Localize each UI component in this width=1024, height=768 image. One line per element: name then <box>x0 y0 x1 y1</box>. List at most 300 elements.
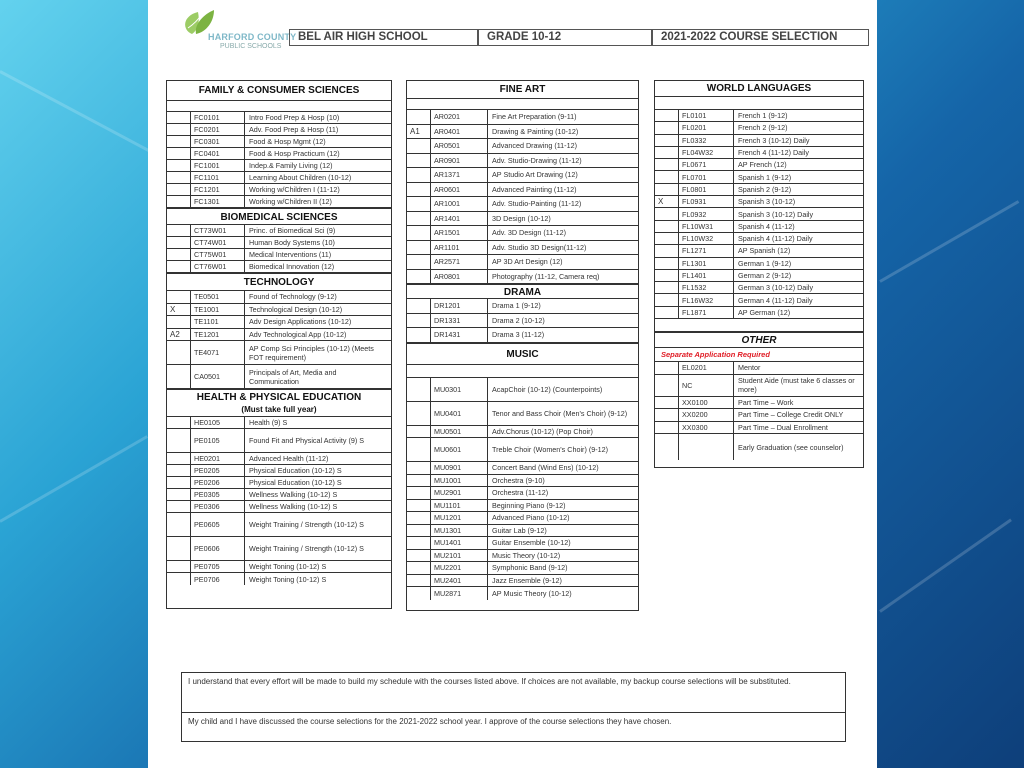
course-row[interactable] <box>407 212 638 227</box>
course-row[interactable] <box>167 537 391 561</box>
course-row[interactable] <box>167 112 391 124</box>
selection-mark[interactable] <box>167 136 191 147</box>
course-row[interactable] <box>167 136 391 148</box>
course-code: FC0301 <box>191 136 245 147</box>
selection-mark[interactable] <box>407 550 431 562</box>
course-row[interactable] <box>407 255 638 270</box>
selection-mark[interactable]: X <box>655 196 679 207</box>
course-selection-sheet <box>148 0 877 768</box>
course-name: Beginning Piano (9-12) <box>492 500 566 510</box>
selection-mark[interactable] <box>407 314 431 328</box>
course-row[interactable] <box>407 154 638 169</box>
selection-mark[interactable]: A2 <box>167 329 191 341</box>
course-name: AP Spanish (12) <box>738 246 791 256</box>
course-code: PE0706 <box>191 573 245 585</box>
course-row[interactable] <box>655 422 863 435</box>
selection-mark[interactable] <box>407 512 431 524</box>
selection-mark[interactable] <box>407 537 431 549</box>
selection-mark[interactable] <box>407 575 431 587</box>
course-name: Treble Choir (Women's Choir) (9-12) <box>492 445 609 454</box>
course-row[interactable] <box>167 184 391 196</box>
course-code: MU2901 <box>431 487 488 499</box>
district-logo <box>170 6 297 52</box>
selection-mark[interactable] <box>655 422 679 434</box>
selection-mark[interactable] <box>167 429 191 452</box>
course-row[interactable] <box>655 375 863 397</box>
course-row[interactable] <box>407 438 638 462</box>
selection-mark[interactable]: X <box>167 304 191 316</box>
course-row[interactable] <box>167 341 391 365</box>
course-code: FC1001 <box>191 160 245 171</box>
blank-row <box>407 99 638 110</box>
course-row[interactable] <box>407 562 638 575</box>
course-row[interactable] <box>655 307 863 319</box>
selection-mark[interactable] <box>167 249 191 260</box>
course-code: DR1431 <box>431 328 488 342</box>
selection-mark[interactable] <box>407 378 431 401</box>
course-row[interactable] <box>167 196 391 208</box>
selection-mark[interactable] <box>407 154 431 168</box>
selection-mark[interactable] <box>167 172 191 183</box>
course-row[interactable] <box>655 409 863 422</box>
course-row[interactable] <box>655 282 863 294</box>
selection-mark[interactable] <box>167 225 191 236</box>
course-row[interactable] <box>167 501 391 513</box>
course-name: Orchestra (11-12) <box>492 488 549 498</box>
course-row[interactable] <box>407 587 638 600</box>
course-name: German 4 (11-12) Daily <box>738 295 813 305</box>
course-code: PE0305 <box>191 489 245 500</box>
course-code: FL0801 <box>679 184 734 195</box>
selection-mark[interactable] <box>167 148 191 159</box>
course-code: XX0300 <box>679 422 734 434</box>
selection-mark[interactable] <box>407 402 431 425</box>
selection-mark[interactable] <box>655 147 679 158</box>
course-name: Adv. Food Prep & Hosp (11) <box>249 125 339 134</box>
selection-mark[interactable] <box>407 183 431 197</box>
selection-mark[interactable] <box>655 184 679 195</box>
selection-mark[interactable] <box>407 525 431 537</box>
course-name: Drama 1 (9-12) <box>492 301 541 311</box>
course-name: Food & Hosp Practicum (12) <box>249 149 340 158</box>
selection-mark[interactable] <box>655 282 679 293</box>
course-row[interactable] <box>407 402 638 426</box>
course-row[interactable] <box>655 245 863 257</box>
course-code: FC1101 <box>191 172 245 183</box>
blank-row <box>167 101 391 112</box>
course-row[interactable] <box>167 573 391 585</box>
selection-mark[interactable] <box>167 124 191 135</box>
course-row[interactable] <box>655 184 863 196</box>
course-name: Advanced Painting (11-12) <box>492 184 577 194</box>
course-code: AR0901 <box>431 154 488 168</box>
course-name: Intro Food Prep & Hosp (10) <box>249 113 340 122</box>
course-code: FC0201 <box>191 124 245 135</box>
course-code: CA0501 <box>191 365 245 388</box>
course-name: Found Fit and Physical Activity (9) S <box>249 436 365 445</box>
course-code: AR0401 <box>431 125 488 139</box>
course-name: Spanish 4 (11-12) Daily <box>738 234 813 244</box>
selection-mark[interactable] <box>407 299 431 313</box>
course-code: MU1001 <box>431 475 488 487</box>
course-name: Principals of Art, Media and Communication <box>249 367 337 386</box>
course-row[interactable] <box>655 362 863 375</box>
selection-mark[interactable] <box>655 258 679 269</box>
course-name: Symphonic Band (9-12) <box>492 563 568 573</box>
selection-mark[interactable] <box>407 462 431 474</box>
course-name: Spanish 1 (9-12) <box>738 172 792 182</box>
course-code: MU2401 <box>431 575 488 587</box>
course-code: FL1301 <box>679 258 734 269</box>
school-name: BEL AIR HIGH SCHOOL <box>289 29 478 46</box>
selection-mark[interactable] <box>407 226 431 240</box>
selection-mark[interactable] <box>407 212 431 226</box>
selection-mark[interactable] <box>407 475 431 487</box>
selection-mark[interactable] <box>167 196 191 207</box>
course-row[interactable] <box>167 304 391 317</box>
course-name: Photography (11-12, Camera req) <box>492 271 600 281</box>
selection-mark[interactable] <box>407 168 431 182</box>
selection-mark[interactable] <box>655 159 679 170</box>
selection-mark[interactable] <box>167 160 191 171</box>
course-name: AP German (12) <box>738 307 791 317</box>
course-name: Part Time – Dual Enrollment <box>738 422 828 432</box>
course-code: HE0105 <box>191 417 245 428</box>
course-row[interactable] <box>167 477 391 489</box>
column-arts <box>406 80 639 611</box>
selection-mark[interactable] <box>167 365 191 388</box>
blank-row <box>655 97 863 110</box>
course-name: Spanish 3 (10-12) Daily <box>738 209 814 219</box>
course-name: French 4 (11-12) Daily <box>738 148 809 158</box>
course-row[interactable] <box>407 183 638 198</box>
course-row[interactable] <box>655 434 863 460</box>
column-languages-other <box>654 80 864 468</box>
selection-mark[interactable] <box>655 208 679 219</box>
course-row[interactable] <box>407 139 638 154</box>
course-row[interactable] <box>407 575 638 588</box>
course-code: FL10W32 <box>679 233 734 244</box>
course-code: CT75W01 <box>191 249 245 260</box>
course-name: Wellness Walking (10-12) S <box>249 490 338 499</box>
selection-mark[interactable] <box>167 261 191 272</box>
selection-mark[interactable] <box>167 477 191 488</box>
selection-mark[interactable] <box>407 438 431 461</box>
course-name: Spanish 3 (10-12) <box>738 197 796 207</box>
course-row[interactable] <box>167 225 391 237</box>
course-name: German 1 (9-12) <box>738 258 792 268</box>
course-row[interactable] <box>407 475 638 488</box>
selection-mark[interactable] <box>407 255 431 269</box>
music-section-title: MUSIC <box>407 343 638 365</box>
course-code: FL1271 <box>679 245 734 256</box>
course-row[interactable] <box>167 365 391 389</box>
course-name: Drama 3 (11-12) <box>492 330 545 340</box>
selection-mark[interactable]: A1 <box>407 125 431 139</box>
course-row[interactable] <box>407 197 638 212</box>
course-code: MU2871 <box>431 587 488 600</box>
course-row[interactable] <box>167 249 391 261</box>
course-row[interactable] <box>167 237 391 249</box>
course-name: Indep.& Family Living (12) <box>249 161 333 170</box>
course-code: MU1401 <box>431 537 488 549</box>
course-name: Tenor and Bass Choir (Men's Choir) (9-12) <box>492 408 628 418</box>
course-row[interactable] <box>167 489 391 501</box>
course-row[interactable] <box>167 160 391 172</box>
course-row[interactable] <box>655 196 863 208</box>
course-code: PE0105 <box>191 429 245 452</box>
course-row[interactable] <box>167 172 391 184</box>
course-row[interactable] <box>655 270 863 282</box>
course-row[interactable] <box>655 233 863 245</box>
selection-mark[interactable] <box>655 135 679 146</box>
parent-approval-statement: My child and I have discussed the course selections for the 2021-2022 school year. I approve of the course selections they have chosen. <box>181 712 846 742</box>
course-code: CT76W01 <box>191 261 245 272</box>
course-row[interactable] <box>167 417 391 429</box>
course-code: CT74W01 <box>191 237 245 248</box>
course-name: Working w/Children I (11-12) <box>249 185 340 194</box>
course-name: Guitar Lab (9-12) <box>492 525 547 535</box>
selection-mark[interactable] <box>407 139 431 153</box>
column-family-health <box>166 80 392 609</box>
selection-mark[interactable] <box>407 500 431 512</box>
course-name: AcapChoir (10-12) (Counterpoints) <box>492 384 603 394</box>
selection-mark[interactable] <box>655 397 679 409</box>
course-name: Biomedical Innovation (12) <box>249 262 335 271</box>
selection-mark[interactable] <box>167 417 191 428</box>
course-name: Weight Training / Strength (10-12) S <box>249 520 364 529</box>
fineart-section-title: FINE ART <box>407 81 638 99</box>
backup-course-acknowledgement: I understand that every effort will be made to build my schedule with the courses listed above. If choices are not available, my backup course selections will be substituted. <box>181 672 846 713</box>
course-row[interactable] <box>407 299 638 314</box>
course-code: FL10W31 <box>679 221 734 232</box>
course-name: French 3 (10-12) Daily <box>738 135 810 145</box>
logo-line1: HARFORD COUNTY <box>208 32 297 42</box>
selection-mark[interactable] <box>655 434 679 460</box>
course-row[interactable] <box>407 426 638 439</box>
course-name: Adv.Chorus (10-12) (Pop Choir) <box>492 426 593 436</box>
technology-section-title: TECHNOLOGY <box>167 273 391 291</box>
course-name: German 2 (9-12) <box>738 271 792 280</box>
selection-mark[interactable] <box>167 537 191 560</box>
course-code: MU0301 <box>431 378 488 401</box>
course-code: XX0200 <box>679 409 734 421</box>
course-row[interactable] <box>407 270 638 285</box>
course-name: Princ. of Biomedical Sci (9) <box>249 226 336 235</box>
course-name: German 3 (10-12) Daily <box>738 283 814 293</box>
selection-mark[interactable] <box>167 573 191 585</box>
course-name: Orchestra (9-10) <box>492 475 545 485</box>
course-code: AR1501 <box>431 226 488 240</box>
family-section-title: FAMILY & CONSUMER SCIENCES <box>167 81 391 101</box>
course-name: Part Time – Work <box>738 397 794 407</box>
course-row[interactable] <box>167 124 391 136</box>
course-code: MU2201 <box>431 562 488 574</box>
selection-mark[interactable] <box>407 270 431 284</box>
course-row[interactable] <box>167 561 391 573</box>
course-code: AR1401 <box>431 212 488 226</box>
course-row[interactable] <box>407 125 638 140</box>
course-selection-year: 2021-2022 COURSE SELECTION <box>652 29 869 46</box>
course-code: MU1101 <box>431 500 488 512</box>
course-row[interactable] <box>655 135 863 147</box>
selection-mark[interactable] <box>655 233 679 244</box>
course-code: FL1871 <box>679 307 734 318</box>
selection-mark[interactable] <box>167 489 191 500</box>
course-row[interactable] <box>407 378 638 402</box>
course-row[interactable] <box>407 314 638 329</box>
course-name: Early Graduation (see counselor) <box>738 442 844 452</box>
grade-range: GRADE 10-12 <box>478 29 652 46</box>
course-row[interactable] <box>407 168 638 183</box>
course-name: Adv. Studio-Drawing (11-12) <box>492 155 582 165</box>
course-row[interactable] <box>407 500 638 513</box>
selection-mark[interactable] <box>407 587 431 600</box>
column-1-content <box>167 81 391 585</box>
course-row[interactable] <box>407 226 638 241</box>
selection-mark[interactable] <box>655 409 679 421</box>
selection-mark[interactable] <box>407 487 431 499</box>
course-row[interactable] <box>167 261 391 273</box>
selection-mark[interactable] <box>167 501 191 512</box>
course-name: French 1 (9-12) <box>738 111 788 121</box>
course-code: FC1301 <box>191 196 245 207</box>
selection-mark[interactable] <box>407 110 431 124</box>
selection-mark[interactable] <box>167 112 191 123</box>
course-name: Adv. Studio 3D Design(11-12) <box>492 242 587 252</box>
course-row[interactable] <box>655 294 863 306</box>
course-row[interactable] <box>167 329 391 342</box>
selection-mark[interactable] <box>655 307 679 318</box>
selection-mark[interactable] <box>407 241 431 255</box>
selection-mark[interactable] <box>655 110 679 121</box>
course-row[interactable] <box>167 453 391 465</box>
course-name: Health (9) S <box>249 418 288 427</box>
course-row[interactable] <box>407 512 638 525</box>
course-row[interactable] <box>407 550 638 563</box>
selection-mark[interactable] <box>407 197 431 211</box>
course-code: NC <box>679 375 734 396</box>
selection-mark[interactable] <box>167 291 191 303</box>
course-code: FC1201 <box>191 184 245 195</box>
course-code: TE1001 <box>191 304 245 316</box>
selection-mark[interactable] <box>167 465 191 476</box>
selection-mark[interactable] <box>407 328 431 342</box>
course-name: Found of Technology (9-12) <box>249 292 337 302</box>
selection-mark[interactable] <box>655 294 679 305</box>
course-row[interactable] <box>655 147 863 159</box>
course-row[interactable] <box>655 159 863 171</box>
selection-mark[interactable] <box>167 184 191 195</box>
course-row[interactable] <box>655 110 863 122</box>
course-code: DR1331 <box>431 314 488 328</box>
selection-mark[interactable] <box>655 122 679 133</box>
course-row[interactable] <box>167 513 391 537</box>
selection-mark[interactable] <box>167 513 191 536</box>
course-name: Advanced Drawing (11-12) <box>492 141 577 151</box>
course-name: AP Studio Art Drawing (12) <box>492 170 578 180</box>
course-row[interactable] <box>655 208 863 220</box>
course-code: AR2571 <box>431 255 488 269</box>
course-row[interactable] <box>655 122 863 134</box>
selection-mark[interactable] <box>167 237 191 248</box>
selection-mark[interactable] <box>407 426 431 438</box>
course-row[interactable] <box>167 291 391 304</box>
course-code: MU0901 <box>431 462 488 474</box>
course-row[interactable] <box>407 537 638 550</box>
course-name: Drama 2 (10-12) <box>492 315 545 325</box>
column-3-content <box>655 81 863 460</box>
course-code: FL1401 <box>679 270 734 281</box>
course-code: CT73W01 <box>191 225 245 236</box>
selection-mark[interactable] <box>655 270 679 281</box>
course-code: EL0201 <box>679 362 734 374</box>
biomed-section-title: BIOMEDICAL SCIENCES <box>167 208 391 225</box>
course-row[interactable] <box>407 525 638 538</box>
selection-mark[interactable] <box>655 375 679 396</box>
course-code: PE0205 <box>191 465 245 476</box>
selection-mark[interactable] <box>407 562 431 574</box>
selection-mark[interactable] <box>655 245 679 256</box>
course-name: Adv. Studio-Painting (11-12) <box>492 199 582 209</box>
selection-mark[interactable] <box>655 362 679 374</box>
course-code: AR0501 <box>431 139 488 153</box>
course-name: AP Comp Sci Principles (10-12) (Meets FOT requirement) <box>249 343 374 362</box>
course-name: Jazz Ensemble (9-12) <box>492 575 562 585</box>
course-code: AR0201 <box>431 110 488 124</box>
course-name: Working w/Children II (12) <box>249 197 332 206</box>
selection-mark[interactable] <box>167 316 191 328</box>
course-code: TE0501 <box>191 291 245 303</box>
course-row[interactable] <box>407 328 638 343</box>
course-row[interactable] <box>167 148 391 160</box>
course-row[interactable] <box>167 316 391 329</box>
selection-mark[interactable] <box>167 453 191 464</box>
selection-mark[interactable] <box>655 171 679 182</box>
selection-mark[interactable] <box>167 341 191 364</box>
column-2-content <box>407 81 638 600</box>
course-name: Adv Technological App (10-12) <box>249 329 347 339</box>
selection-mark[interactable] <box>167 561 191 572</box>
course-row[interactable] <box>655 397 863 410</box>
course-code: AR1371 <box>431 168 488 182</box>
course-row[interactable] <box>407 487 638 500</box>
course-code: PE0605 <box>191 513 245 536</box>
separate-application-note: Separate Application Required <box>655 348 863 362</box>
course-code: FL0671 <box>679 159 734 170</box>
course-name: Spanish 2 (9-12) <box>738 184 792 194</box>
course-row[interactable] <box>655 258 863 270</box>
course-name: Part Time – College Credit ONLY <box>738 410 844 420</box>
course-code: AR0801 <box>431 270 488 284</box>
course-row[interactable] <box>407 462 638 475</box>
course-code: DR1201 <box>431 299 488 313</box>
course-row[interactable] <box>407 110 638 125</box>
course-code: FL0201 <box>679 122 734 133</box>
course-row[interactable] <box>167 429 391 453</box>
course-name: Weight Toning (10-12) S <box>249 574 327 584</box>
course-row[interactable] <box>407 241 638 256</box>
course-row[interactable] <box>167 465 391 477</box>
selection-mark[interactable] <box>655 221 679 232</box>
course-row[interactable] <box>655 171 863 183</box>
course-name: Adv Design Applications (10-12) <box>249 317 352 327</box>
course-code: MU1301 <box>431 525 488 537</box>
course-row[interactable] <box>655 221 863 233</box>
drama-section-title: DRAMA <box>407 284 638 299</box>
course-name: Physical Education (10-12) S <box>249 478 342 487</box>
course-code: FL0701 <box>679 171 734 182</box>
